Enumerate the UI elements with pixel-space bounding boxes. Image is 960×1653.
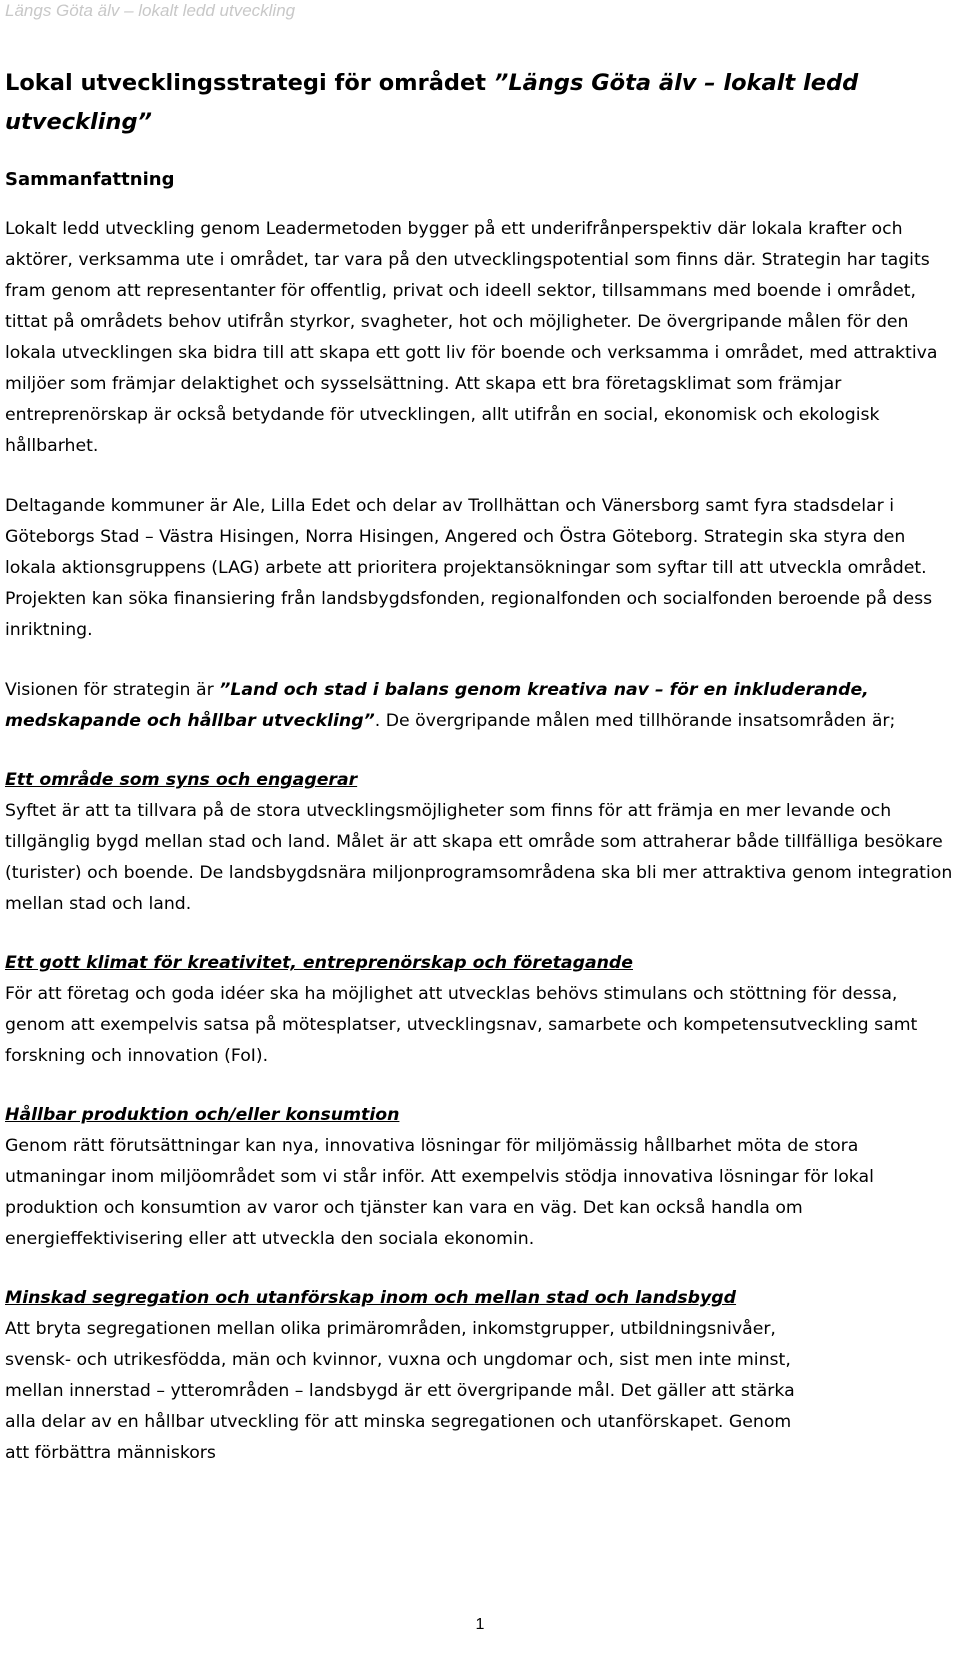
- section-heading: Hållbar produktion och/eller konsumtion: [5, 1105, 400, 1125]
- section-heading: Minskad segregation och utanförskap inom och mellan stad och landsbygd: [5, 1288, 737, 1308]
- running-header: Längs Göta älv – lokalt ledd utveckling: [5, 1, 296, 20]
- title-italic: ”Längs Göta älv – lokalt ledd utveckling”: [5, 70, 859, 135]
- vision-paragraph: [5, 675, 955, 737]
- summary-paragraph-1: Lokalt ledd utveckling genom Leadermetoden bygger på ett underifrånperspektiv där lokala krafter och aktörer, verksamma ute i området, tar vara på den utvecklingspotential som finns där. Strategin har tagits fram genom att representanter för offentlig, privat och ideell sektor, tillsammans med boende i området, tittat på områdets behov utifrån styrkor, svagheter, hot och möjligheter. De övergripande målen för den lokala utvecklingen ska bidra till att skapa ett gott liv för boende och verksamma i området, med attraktiva miljöer som främjar delaktighet och sysselsättning. Att skapa ett bra företagsklimat som främjar entreprenörskap är också betydande för utvecklingen, allt utifrån en social, ekonomisk och ekologisk hållbarhet.: [5, 219, 938, 456]
- document-title: [5, 64, 955, 142]
- summary-paragraph-2: Deltagande kommuner är Ale, Lilla Edet och delar av Trollhättan och Vänersborg samt fyra stadsdelar i Göteborgs Stad – Västra Hisingen, Norra Hisingen, Angered och Östra Göteborg. Strategin ska styra den lokala aktionsgruppens (LAG) arbete att prioritera projektansökningar som syftar till att utveckla området. Projekten kan söka finansiering från landsbygdsfonden, regionalfonden och socialfonden beroende på dess inriktning.: [5, 496, 933, 640]
- section-text: Genom rätt förutsättningar kan nya, innovativa lösningar för miljömässig hållbarhet möta de stora utmaningar inom miljöområdet som vi står inför. Att exempelvis stödja innovativa lösningar för lokal produktion och konsumtion av varor och tjänster kan vara en väg. Det kan också handla om energieffektivisering eller att utveckla den sociala ekonomin.: [5, 1136, 874, 1249]
- document-body: [5, 64, 955, 1469]
- vision-outro: . De övergripande målen med tillhörande insatsområden är;: [374, 711, 896, 731]
- title-prefix: Lokal utvecklingsstrategi för området: [5, 70, 494, 96]
- summary-heading: Sammanfattning: [5, 169, 175, 190]
- section-text: Syftet är att ta tillvara på de stora utvecklingsmöjligheter som finns för att främja en mer levande och tillgänglig bygd mellan stad och land. Målet är att skapa ett område som attraherar både tillfälliga besökare (turister) och boende. De landsbygdsnära miljonprogramsområdena ska bli mer attraktiva genom integration mellan stad och land.: [5, 801, 953, 914]
- vision-statement: ”Land och stad i balans genom kreativa nav – för en inkluderande, medskapande och hållbar utveckling”: [5, 680, 869, 731]
- section-text: För att företag och goda idéer ska ha möjlighet att utvecklas behövs stimulans och stöttning för dessa, genom att exempelvis satsa på mötesplatser, utvecklingsnav, samarbete och kompetensutveckling samt forskning och innovation (FoI).: [5, 984, 918, 1066]
- vision-intro: Visionen för strategin är: [5, 680, 220, 700]
- section-heading: Ett gott klimat för kreativitet, entreprenörskap och företagande: [5, 953, 634, 973]
- section-text: Att bryta segregationen mellan olika primärområden, inkomstgrupper, utbildningsnivåer, svensk- och utrikesfödda, män och kvinnor, vuxna och ungdomar och, sist men inte minst, mellan innerstad – ytterområden – landsbygd är ett övergripande mål. Det gäller att stärka alla delar av en hållbar utveckling för att minska segregationen och utanförskapet. Genom att förbättra människors: [5, 1319, 795, 1463]
- section-heading: Ett område som syns och engagerar: [5, 770, 358, 790]
- page-number: 1: [475, 1616, 485, 1633]
